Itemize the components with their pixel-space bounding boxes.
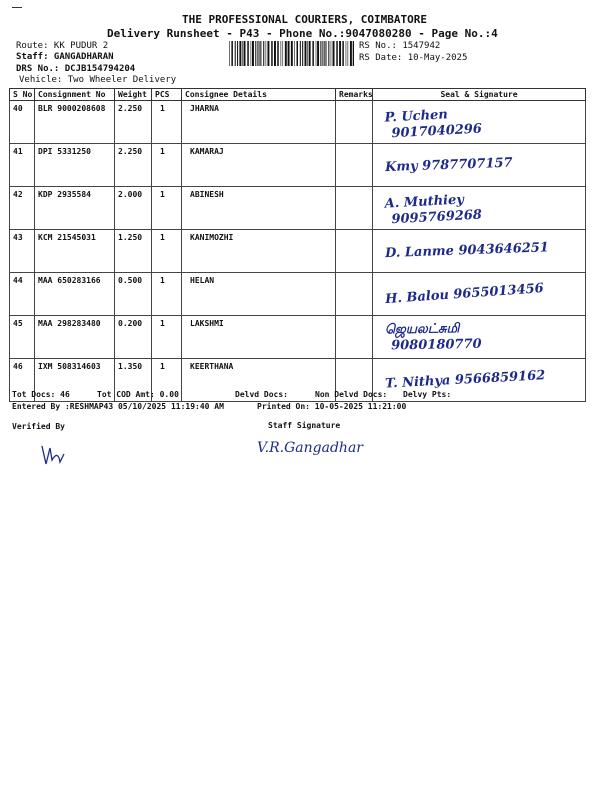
barcode-bar <box>333 41 335 66</box>
barcode-bar <box>277 41 279 66</box>
handwritten-signature <box>373 230 583 272</box>
barcode-bar <box>325 41 326 66</box>
scan-mark <box>12 7 22 8</box>
table-row <box>10 187 586 230</box>
row-pcs: 1 <box>152 101 182 144</box>
col-consignment: Consignment No <box>35 89 115 101</box>
row-weight: 1.250 <box>115 230 152 273</box>
row-weight: 0.200 <box>115 316 152 359</box>
handwritten-signature <box>373 273 583 315</box>
barcode-bar <box>267 41 269 66</box>
staff-handwritten-signature <box>255 432 375 460</box>
barcode-bar <box>251 41 252 66</box>
signature-text: 9080180770 <box>391 336 482 354</box>
barcode-bar <box>244 41 246 66</box>
delivery-table <box>9 88 586 402</box>
row-consignee-name: KAMARAJ <box>182 144 336 187</box>
barcode-bar <box>322 41 323 66</box>
col-sno: S No <box>10 89 35 101</box>
row-weight: 0.500 <box>115 273 152 316</box>
row-sno: 46 <box>10 359 35 402</box>
signature-text: P. Uchen <box>384 107 449 126</box>
total-docs: Tot Docs: 46 <box>12 390 70 399</box>
row-consignee-name: LAKSHMI <box>182 316 336 359</box>
barcode-bar <box>294 41 295 66</box>
barcode-bar <box>331 41 332 66</box>
row-sno: 42 <box>10 187 35 230</box>
row-weight: 2.250 <box>115 101 152 144</box>
row-sno: 41 <box>10 144 35 187</box>
staff-signature-label: Staff Signature <box>268 421 341 430</box>
rs-number: RS No.: 1547942 <box>359 41 441 51</box>
handwritten-signature <box>373 101 583 143</box>
barcode-bar <box>336 41 338 66</box>
row-sno: 44 <box>10 273 35 316</box>
barcode-bar <box>242 41 243 66</box>
row-pcs: 1 <box>152 359 182 402</box>
row-weight: 2.000 <box>115 187 152 230</box>
handwritten-signature <box>373 316 583 358</box>
row-consignment-no: DPI 5331250 <box>35 144 115 187</box>
row-signature-cell <box>373 144 586 187</box>
barcode-bar <box>328 41 329 66</box>
barcode-bar <box>350 41 352 66</box>
barcode-bar <box>320 41 321 66</box>
barcode-bar <box>309 41 311 66</box>
total-cod-amount: Tot COD Amt: 0.00 <box>97 390 179 399</box>
signature-text: 9095769268 <box>391 207 483 228</box>
table-header <box>10 89 586 101</box>
row-weight: 2.250 <box>115 144 152 187</box>
row-consignment-no: IXM 508314603 <box>35 359 115 402</box>
col-remarks: Remarks <box>336 89 373 101</box>
row-remarks <box>336 187 373 230</box>
row-pcs: 1 <box>152 273 182 316</box>
table-row <box>10 230 586 273</box>
table-row <box>10 144 586 187</box>
row-consignment-no: MAA 298283480 <box>35 316 115 359</box>
col-weight: Weight <box>115 89 152 101</box>
delivered-docs: Delvd Docs: <box>235 390 288 399</box>
barcode-bar <box>247 41 249 66</box>
drs-label: DRS No.: DCJB154794204 <box>16 64 136 74</box>
barcode-bar <box>285 41 287 66</box>
barcode-bar <box>231 41 233 66</box>
row-pcs: 1 <box>152 187 182 230</box>
barcode-bar <box>259 41 260 66</box>
barcode-bar <box>271 41 273 66</box>
row-sno: 45 <box>10 316 35 359</box>
route-label: Route: KK PUDUR 2 <box>16 41 109 51</box>
barcode-bar <box>282 41 283 66</box>
barcode-bar <box>317 41 319 66</box>
row-consignee-name: ABINESH <box>182 187 336 230</box>
barcode-bar <box>263 41 264 66</box>
barcode-bar <box>257 41 258 66</box>
signature-text: 9017040296 <box>391 121 483 142</box>
barcode-image <box>229 41 354 66</box>
row-sno: 40 <box>10 101 35 144</box>
row-signature-cell <box>373 101 586 144</box>
company-title: THE PROFESSIONAL COURIERS, COIMBATORE <box>182 13 428 26</box>
handwritten-signature <box>373 187 583 229</box>
barcode-bar <box>348 41 349 66</box>
non-delivered-docs: Non Delvd Docs: <box>315 390 388 399</box>
delivery-points: Delvy Pts: <box>403 390 452 399</box>
rs-date: RS Date: 10-May-2025 <box>359 53 468 63</box>
row-consignee-name: JHARNA <box>182 101 336 144</box>
row-pcs: 1 <box>152 230 182 273</box>
barcode-bar <box>346 41 347 66</box>
svg-text:V.R.Gangadhar: V.R.Gangadhar <box>257 440 363 456</box>
barcode-bar <box>235 41 236 66</box>
barcode-bar <box>307 41 308 66</box>
col-consignee: Consignee Details <box>182 89 336 101</box>
barcode-bar <box>260 41 261 66</box>
verified-by-label: Verified By <box>12 422 65 431</box>
row-consignment-no: KCM 21545031 <box>35 230 115 273</box>
verifier-signature <box>38 440 68 468</box>
staff-label: Staff: GANGADHARAN <box>16 52 114 62</box>
barcode-bar <box>274 41 276 66</box>
barcode-bar <box>255 41 256 66</box>
row-consignee-name: KEERTHANA <box>182 359 336 402</box>
signature-text: D. Lanme 9043646251 <box>384 240 550 262</box>
barcode-bar <box>302 41 303 66</box>
signature-text: A. Muthiey <box>384 192 465 212</box>
vehicle-label: Vehicle: Two Wheeler Delivery <box>19 75 177 85</box>
row-remarks <box>336 316 373 359</box>
barcode-bar <box>339 41 341 66</box>
barcode-bar <box>312 41 314 66</box>
signature-text: T. Nithya 9566859162 <box>384 368 546 392</box>
signature-text: Kmy 9787707157 <box>384 155 513 176</box>
row-remarks <box>336 101 373 144</box>
row-consignment-no: KDP 2935584 <box>35 187 115 230</box>
barcode-bar <box>281 41 282 66</box>
row-signature-cell <box>373 273 586 316</box>
col-signature: Seal & Signature <box>373 89 586 101</box>
barcode-bar <box>297 41 299 66</box>
row-signature-cell <box>373 230 586 273</box>
barcode-bar <box>291 41 293 66</box>
signature-text: ஜெயலட்சுமி <box>384 321 460 338</box>
row-pcs: 1 <box>152 316 182 359</box>
runsheet-subtitle: Delivery Runsheet - P43 - Phone No.:9047080280 - Page No.:4 <box>107 27 498 40</box>
row-pcs: 1 <box>152 144 182 187</box>
row-signature-cell <box>373 187 586 230</box>
handwritten-signature <box>373 144 583 186</box>
row-remarks <box>336 144 373 187</box>
row-consignee-name: KANIMOZHI <box>182 230 336 273</box>
barcode-bar <box>252 41 254 66</box>
col-pcs: PCS <box>152 89 182 101</box>
barcode-bar <box>237 41 238 66</box>
barcode-bar <box>300 41 301 66</box>
row-weight: 1.350 <box>115 359 152 402</box>
table-row <box>10 359 586 402</box>
row-remarks <box>336 230 373 273</box>
row-signature-cell <box>373 316 586 359</box>
barcode-bar <box>316 41 317 66</box>
signature-text: H. Balou 9655013456 <box>384 281 545 308</box>
barcode-bar <box>239 41 241 66</box>
barcode-bar <box>342 41 344 66</box>
row-sno: 43 <box>10 230 35 273</box>
barcode-bar <box>288 41 290 66</box>
entered-by: Entered By :RESHMAP43 05/10/2025 11:19:40 AM <box>12 402 224 411</box>
row-consignee-name: HELAN <box>182 273 336 316</box>
printed-on: Printed On: 10-05-2025 11:21:00 <box>257 402 407 411</box>
row-remarks <box>336 273 373 316</box>
barcode-bar <box>229 41 230 66</box>
barcode-bar <box>324 41 325 66</box>
row-consignment-no: BLR 9000208608 <box>35 101 115 144</box>
table-row <box>10 316 586 359</box>
barcode-bar <box>266 41 267 66</box>
table-row <box>10 273 586 316</box>
table-row <box>10 101 586 144</box>
barcode-bar <box>305 41 307 66</box>
row-consignment-no: MAA 650283166 <box>35 273 115 316</box>
barcode-bar <box>353 41 354 66</box>
